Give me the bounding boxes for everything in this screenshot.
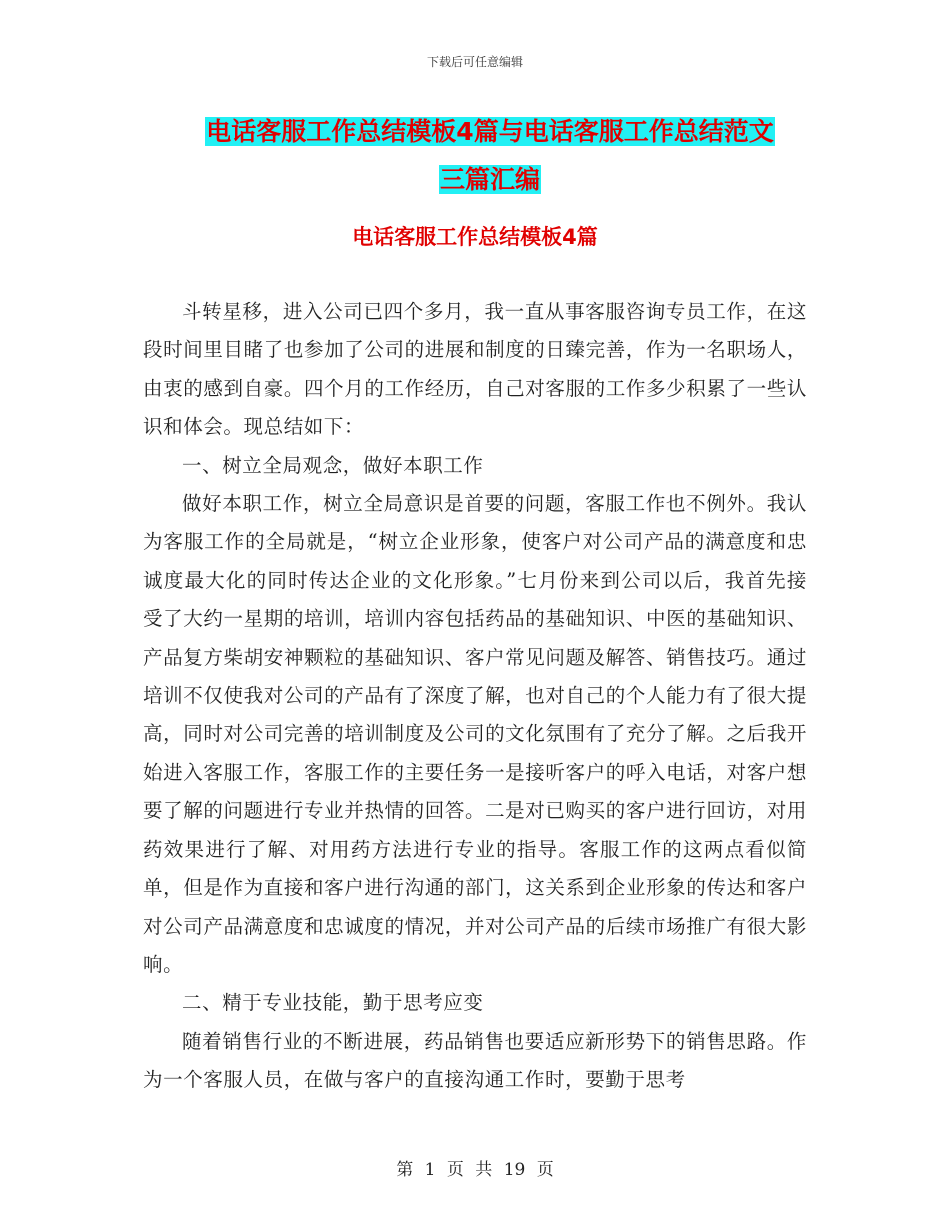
paragraph-point-1: 做好本职工作，树立全局意识是首要的问题，客服工作也不例外。我认为客服工作的全局就是，“树立企业形象，使客户对公司产品的满意度和忠诚度最大化的同时传达企业的文化形象。”七月份来到公司以后，我首先接受了大约一星期的培训，培训内容包括药品的基础知识、中医的基础知识、产品复方柴胡安神颗粒的基础知识、客户常见问题及解答、销售技巧。通过培训不仅使我对公司的产品有了深度了解，也对自己的个人能力有了很大提高，同时对公司完善的培训制度及公司的文化氛围有了充分了解。之后我开始进入客服工作，客服工作的主要任务一是接听客户的呼入电话，对客户想要了解的问题进行专业并热情的回答。二是对已购买的客户进行回访，对用药效果进行了解、对用药方法进行专业的指导。客服工作的这两点看似简单，但是作为直接和客户进行沟通的部门，这关系到企业形象的传达和客户对公司产品满意度和忠诚度的情况，并对公司产品的后续市场推广有很大影响。 xyxy=(143,492,807,976)
document-title xyxy=(140,108,840,204)
title-line-1: 电话客服工作总结模板4篇与电话客服工作总结范文 xyxy=(206,117,774,146)
paragraph-intro: 斗转星移，进入公司已四个多月，我一直从事客服咨询专员工作，在这段时间里目睹了也参加了公司的进展和制度的日臻完善，作为一名职场人，由衷的感到自豪。四个月的工作经历，自己对客服的工作多少积累了一些认识和体会。现总结如下： xyxy=(143,300,807,439)
heading-point-1: 一、树立全局观念，做好本职工作 xyxy=(182,453,484,477)
title-line-2: 三篇汇编 xyxy=(439,165,540,194)
section-title: 电话客服工作总结模板4篇 xyxy=(352,225,598,249)
heading-point-2: 二、精于专业技能，勤于思考应变 xyxy=(182,991,484,1015)
header-note: 下载后可任意编辑 xyxy=(426,55,523,69)
paragraph-point-2: 随着销售行业的不断进展，药品销售也要适应新形势下的销售思路。作为一个客服人员，在做与客户的直接沟通工作时，要勤于思考 xyxy=(143,1029,807,1092)
page-footer: 第 1 页 共 19 页 xyxy=(396,1160,554,1180)
body-text xyxy=(143,293,807,1100)
